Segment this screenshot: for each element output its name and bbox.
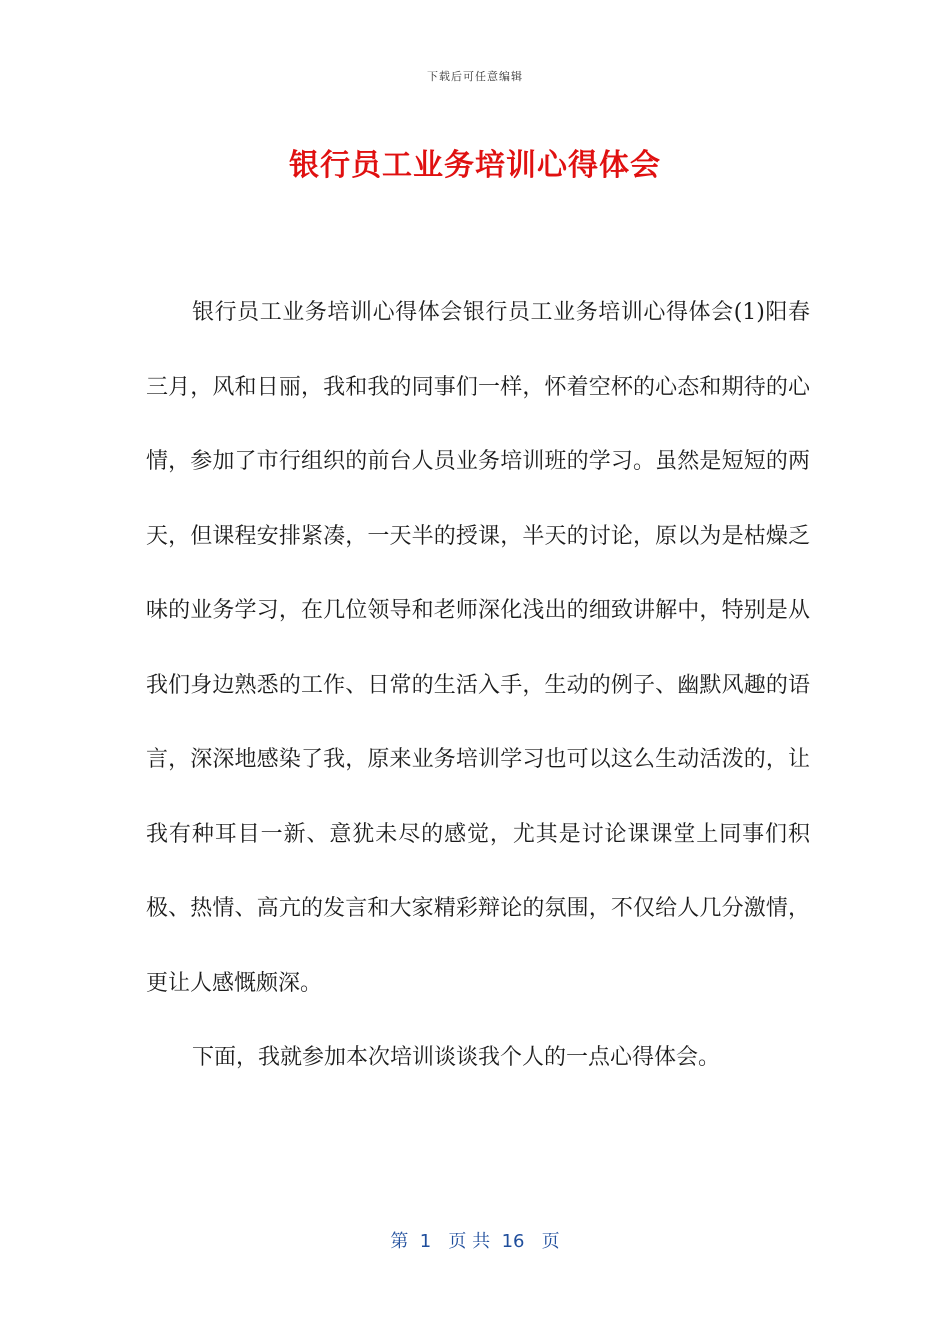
page-number-footer: 第 1 页 共 16 页 (390, 1231, 560, 1252)
body-paragraph-1: 银行员工业务培训心得体会银行员工业务培训心得体会(1)阳春三月，风和日丽，我和我的同事们一样，怀着空杯的心态和期待的心情，参加了市行组织的前台人员业务培训班的学习。虽然是短短的两天，但课程安排紧凑，一天半的授课，半天的讨论，原以为是枯燥乏味的业务学习，在几位领导和老师深化浅出的细致讲解中，特别是从我们身边熟悉的工作、日常的生活入手，生动的例子、幽默风趣的语言，深深地感染了我，原来业务培训学习也可以这么生动活泼的，让我有种耳目一新、意犹未尽的感觉，尤其是讨论课课堂上同事们积极、热情、高亢的发言和大家精彩辩论的氛围，不仅给人几分激情，更让人感慨颇深。 (146, 300, 810, 996)
document-title: 银行员工业务培训心得体会 (289, 148, 661, 183)
page-header-note: 下载后可任意编辑 (427, 70, 523, 83)
document-body (146, 276, 810, 1096)
body-paragraph-2: 下面，我就参加本次培训谈谈我个人的一点心得体会。 (192, 1045, 721, 1070)
